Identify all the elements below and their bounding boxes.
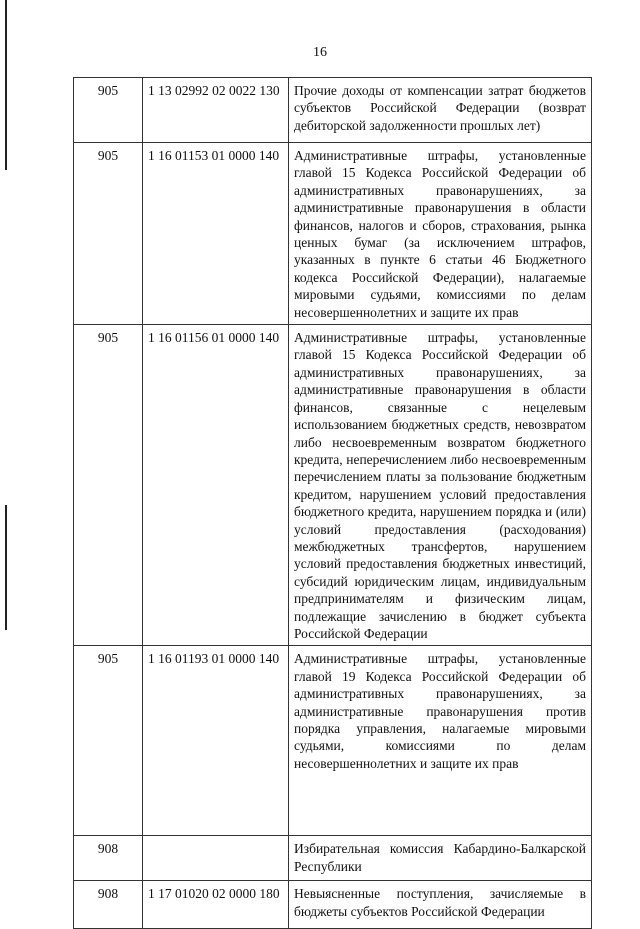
admin-code-cell: 908 (74, 836, 143, 881)
revenue-code-cell: 1 13 02992 02 0022 130 (143, 78, 289, 143)
revenue-name-text: Административные штрафы, установленные главой 19 Кодекса Российской Федерации об административных правонарушениях, за административные правонарушения против порядка управления, налагаемые мировыми судьями, комиссиями по делам несовершеннолетних и защите их прав (294, 651, 586, 771)
scan-margin-mark (5, 0, 7, 170)
admin-code-cell: 905 (74, 646, 143, 836)
revenue-name-text: Прочие доходы от компенсации затрат бюджетов субъектов Российской Федерации (возврат дебиторской задолженности прошлых лет) (294, 83, 586, 133)
revenue-name-cell (289, 143, 592, 325)
revenue-name-text: Административные штрафы, установленные главой 15 Кодекса Российской Федерации об административных правонарушениях, за административные правонарушения в области финансов, налогов и сборов, страхования, рынка ценных бумаг (за исключением штрафов, указанных в пункте 6 статьи 46 Бюджетного кодекса Российской Федерации), налагаемые мировыми судьями, комиссиями по делам несовершеннолетних и защите их прав (294, 148, 586, 320)
revenue-code-cell (143, 836, 289, 881)
admin-code-cell: 908 (74, 881, 143, 929)
table-row (74, 325, 592, 646)
revenue-name-text: Избирательная комиссия Кабардино-Балкарской Республики (294, 841, 586, 874)
revenue-name-cell (289, 325, 592, 646)
admin-code-cell: 905 (74, 78, 143, 143)
revenue-name-text: Административные штрафы, установленные главой 15 Кодекса Российской Федерации об административных правонарушениях, за административные правонарушения в области финансов, связанные с нецелевым использованием бюджетных средств, невозвратом либо несвоевременным возвратом бюджетного кредита, неперечислением либо несвоевременным перечислением платы за пользование бюджетным кредитом, нарушением условий предоставления бюджетного кредита, нарушением порядка и (или) условий предоставления (расходования) межбюджетных трансфертов, нарушением условий предоставления бюджетных инвестиций, субсидий юридическим лицам, индивидуальным предпринимателям и физическим лицам, подлежащие зачислению в бюджет субъекта Российской Федерации (294, 330, 586, 641)
table-row (74, 78, 592, 143)
table-row (74, 836, 592, 881)
revenue-name-cell (289, 646, 592, 836)
revenue-name-cell (289, 836, 592, 881)
revenue-code-cell: 1 16 01153 01 0000 140 (143, 143, 289, 325)
table-row (74, 143, 592, 325)
table-row (74, 646, 592, 836)
admin-code-cell: 905 (74, 325, 143, 646)
revenue-codes-table (73, 77, 592, 929)
revenue-name-cell (289, 78, 592, 143)
revenue-code-cell: 1 17 01020 02 0000 180 (143, 881, 289, 929)
revenue-code-cell: 1 16 01156 01 0000 140 (143, 325, 289, 646)
admin-code-cell: 905 (74, 143, 143, 325)
page-number: 16 (313, 45, 327, 60)
scan-margin-mark (5, 505, 7, 630)
revenue-name-text: Невыясненные поступления, зачисляемые в бюджеты субъектов Российской Федерации (294, 886, 586, 919)
revenue-code-cell: 1 16 01193 01 0000 140 (143, 646, 289, 836)
